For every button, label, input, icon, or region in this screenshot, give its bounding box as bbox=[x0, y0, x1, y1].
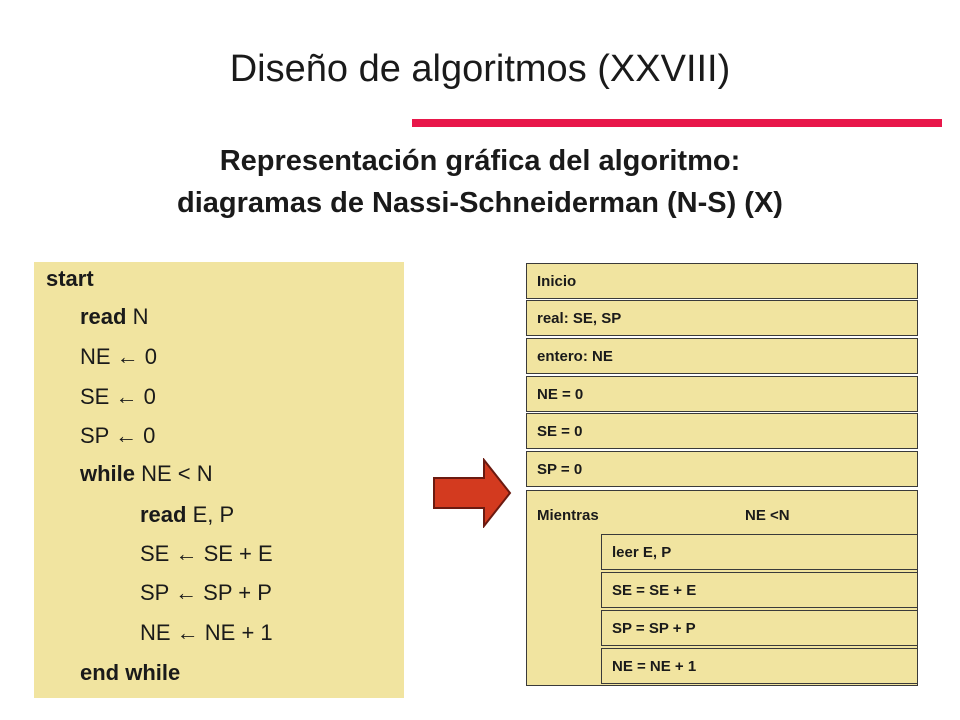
ns-step-init-sp: SP = 0 bbox=[526, 451, 918, 487]
ns-step-declare-real: real: SE, SP bbox=[526, 300, 918, 336]
code-text: NE ← NE + 1 bbox=[140, 620, 273, 645]
pseudocode-line bbox=[80, 304, 148, 330]
pseudocode-line bbox=[80, 423, 155, 449]
slide-subtitle bbox=[0, 140, 960, 224]
code-text: SE ← 0 bbox=[80, 384, 156, 409]
pseudocode-line bbox=[46, 266, 94, 292]
title-rule bbox=[412, 119, 942, 127]
pseudocode-line bbox=[80, 384, 156, 410]
ns-step-init-se: SE = 0 bbox=[526, 413, 918, 449]
ns-body-sp: SP = SP + P bbox=[601, 610, 918, 646]
code-text: NE ← 0 bbox=[80, 344, 158, 369]
ns-step-inicio: Inicio bbox=[526, 263, 918, 299]
code-text: N bbox=[126, 304, 149, 329]
pseudocode-line bbox=[140, 620, 273, 646]
keyword: end while bbox=[80, 660, 181, 685]
code-text: SP ← 0 bbox=[80, 423, 156, 448]
right-arrow-icon bbox=[432, 458, 512, 528]
ns-while-condition: NE <N bbox=[745, 507, 790, 524]
ns-body-ne: NE = NE + 1 bbox=[601, 648, 918, 684]
keyword: start bbox=[46, 266, 94, 291]
keyword: while bbox=[80, 461, 136, 486]
code-text: SP ← SP + P bbox=[140, 580, 272, 605]
pseudocode-line bbox=[140, 502, 234, 528]
pseudocode-panel bbox=[34, 262, 404, 698]
pseudocode-line bbox=[140, 541, 273, 567]
code-text: NE < N bbox=[135, 461, 213, 486]
subtitle-line-1: Representación gráfica del algoritmo: bbox=[219, 145, 741, 177]
slide-title: Diseño de algoritmos (XXVIII) bbox=[229, 48, 731, 90]
pseudocode-line bbox=[80, 660, 180, 686]
pseudocode-line bbox=[80, 344, 157, 370]
code-text: E, P bbox=[186, 502, 235, 527]
ns-while-label: Mientras bbox=[537, 507, 599, 524]
keyword: read bbox=[80, 304, 127, 329]
code-text: SE ← SE + E bbox=[140, 541, 273, 566]
pseudocode-line bbox=[140, 580, 272, 606]
keyword: read bbox=[140, 502, 187, 527]
ns-body-read: leer E, P bbox=[601, 534, 918, 570]
pseudocode-line bbox=[80, 461, 213, 487]
ns-step-init-ne: NE = 0 bbox=[526, 376, 918, 412]
ns-body-se: SE = SE + E bbox=[601, 572, 918, 608]
ns-step-declare-entero: entero: NE bbox=[526, 338, 918, 374]
subtitle-line-2: diagramas de Nassi-Schneiderman (N-S) (X) bbox=[177, 187, 783, 219]
